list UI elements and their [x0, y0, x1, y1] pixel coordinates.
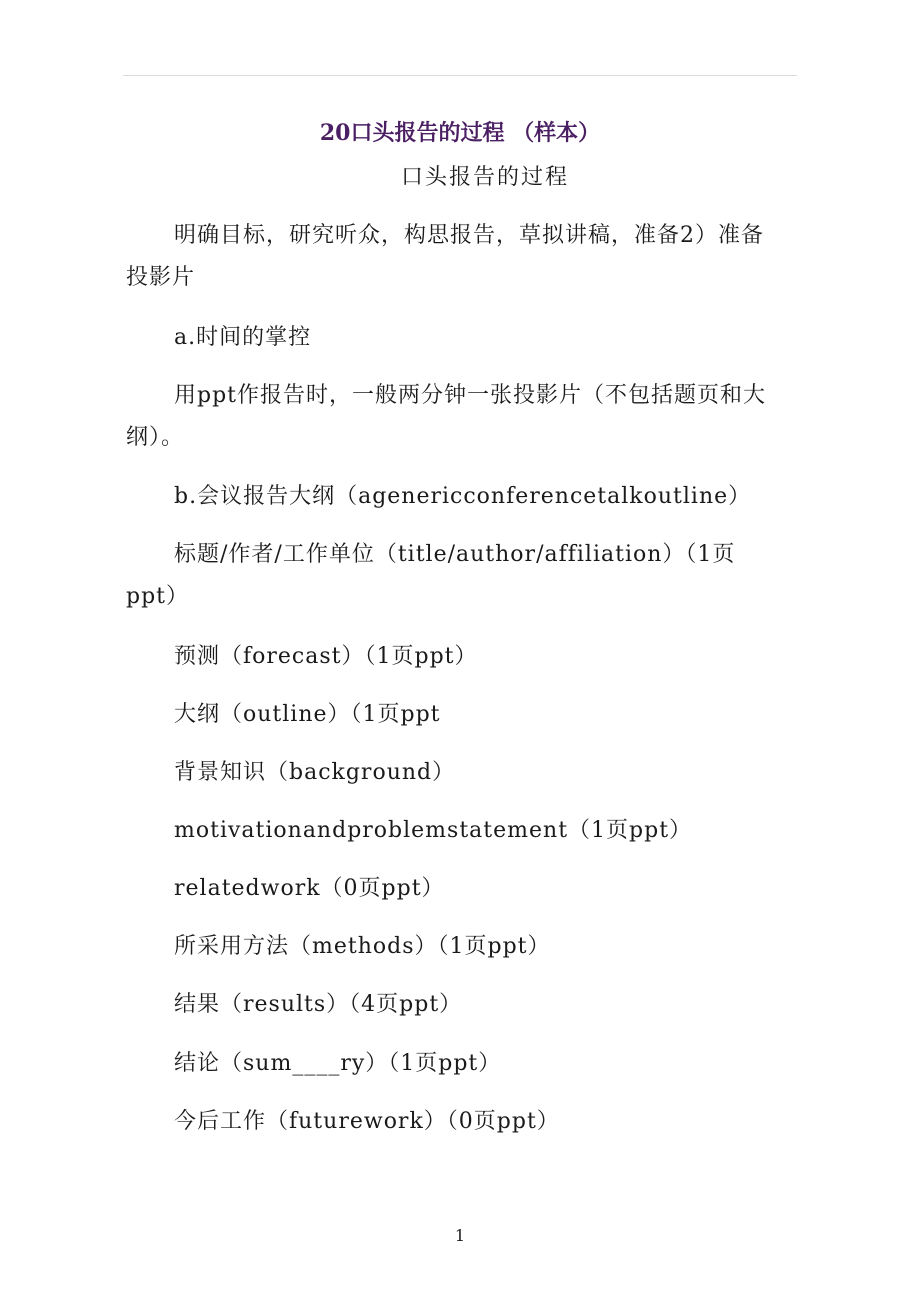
paragraph: b.会议报告大纲（agenericconferencetalkoutline） [174, 484, 752, 509]
document-title: 20口头报告的过程 （样本） [319, 120, 601, 146]
paragraph: 明确目标，研究听众，构思报告，草拟讲稿，准备2）准备投影片 [126, 223, 764, 290]
paragraph: 结论（sum____ry）（1页ppt） [174, 1051, 502, 1076]
paragraph: 结果（results）（4页ppt） [174, 992, 463, 1017]
paragraph: 背景知识（background） [174, 760, 456, 785]
paragraph: 用ppt作报告时，一般两分钟一张投影片（不包括题页和大纲）。 [126, 383, 767, 450]
document-subtitle: 口头报告的过程 [400, 165, 569, 190]
paragraph: 预测（forecast）（1页ppt） [174, 644, 478, 669]
paragraph: relatedwork（0页ppt） [174, 876, 445, 901]
paragraph: 所采用方法（methods）（1页ppt） [174, 934, 551, 959]
header-divider [123, 75, 797, 76]
paragraph: 大纲（outline）（1页ppt [174, 702, 441, 727]
paragraph: 今后工作（futurework）（0页ppt） [174, 1109, 560, 1134]
paragraph: a.时间的掌控 [174, 325, 312, 350]
page-number: 1 [454, 1226, 466, 1245]
paragraph: motivationandproblemstatement（1页ppt） [174, 818, 693, 843]
paragraph: 标题/作者/工作单位（title/author/affiliation）（1页ppt） [126, 542, 736, 609]
